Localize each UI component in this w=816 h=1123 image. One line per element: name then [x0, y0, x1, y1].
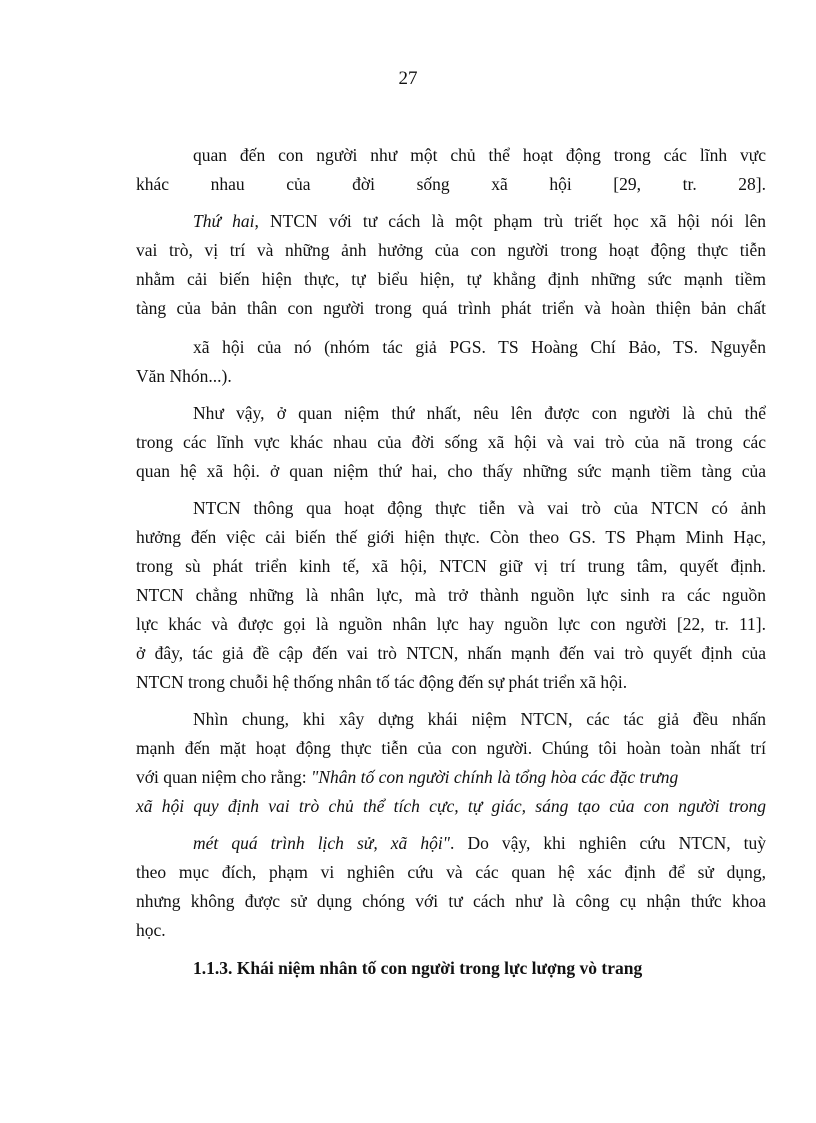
text-line [193, 832, 766, 854]
text-line: NTCN thông qua hoạt động thực tiễn và vai trò của NTCN có ảnh [193, 498, 766, 518]
text-line: Nhìn chung, khi xây dựng khái niệm NTCN, các tác giả đều nhấn [193, 709, 766, 729]
text-line: Văn Nhón...). [136, 366, 232, 386]
text-line: xã hội của nó (nhóm tác giả PGS. TS Hoàng Chí Bảo, TS. Nguyễn [193, 337, 766, 357]
text-line: Như vậy, ở quan niệm thứ nhất, nêu lên được con người là chủ thể [193, 403, 766, 423]
text-line: NTCN chẳng những là nhân lực, mà trở thành nguồn lực sinh ra các nguồn [136, 585, 766, 605]
text-span: với quan niệm cho rằng: [136, 767, 311, 787]
text-line: theo mục đích, phạm vi nghiên cứu và các quan hệ xác định để sử dụng, [136, 862, 766, 882]
text-line: tàng của bản thân con người trong quá trình phát triển và hoàn thiện bản chất [136, 298, 766, 318]
text-line: quan hệ xã hội. ở quan niệm thứ hai, cho thấy những sức mạnh tiềm tàng của [136, 461, 766, 481]
text-line: nhằm cải biến hiện thực, tự biểu hiện, tự khẳng định những sức mạnh tiềm [136, 269, 766, 289]
italic-quote: "Nhân tố con người chính là tổng hòa các đặc trưng [310, 767, 679, 787]
text-line: trong sù phát triển kinh tế, xã hội, NTCN giữ vị trí trung tâm, quyết định. [136, 556, 766, 576]
text-line: ở đây, tác giả đề cập đến vai trò NTCN, nhấn mạnh đến vai trò quyết định của [136, 643, 766, 663]
text-line: nhưng không được sử dụng chóng với tư cách như là công cụ nhận thức khoa [136, 891, 766, 911]
page-number: 27 [398, 68, 418, 89]
text-line [193, 210, 766, 232]
text-line: lực khác và được gọi là nguồn nhân lực hay nguồn lực con người [22, tr. 11]. [136, 614, 766, 634]
text-line: trong các lĩnh vực khác nhau của đời sống xã hội và vai trò của nã trong các [136, 432, 766, 452]
text-line: mạnh đến mặt hoạt động thực tiễn của con người. Chúng tôi hoàn toàn nhất trí [136, 738, 766, 758]
italic-quote: mét quá trình lịch sử, xã hội" [193, 833, 451, 853]
text-line [136, 766, 678, 788]
text-line: quan đến con người như một chủ thể hoạt động trong các lĩnh vực [193, 145, 766, 165]
text-line: khác nhau của đời sống xã hội [29, tr. 28]. [136, 174, 766, 194]
text-line: NTCN trong chuỗi hệ thống nhân tố tác động đến sự phát triển xã hội. [136, 672, 628, 692]
text-line: học. [136, 920, 166, 940]
text-line: vai trò, vị trí và những ảnh hưởng của con người trong hoạt động thực tiễn [136, 240, 766, 260]
text-span: , NTCN với tư cách là một phạm trù triết học xã hội nói lên [254, 211, 766, 231]
text-line: xã hội quy định vai trò chủ thể tích cực, tự giác, sáng tạo của con người trong [136, 796, 766, 816]
text-line: hưởng đến việc cải biến thế giới hiện thực. Còn theo GS. TS Phạm Minh Hạc, [136, 527, 766, 547]
text-span: . Do vậy, khi nghiên cứu NTCN, tuỳ [450, 833, 766, 853]
italic-phrase: Thứ hai [193, 211, 255, 231]
section-heading: 1.1.3. Khái niệm nhân tố con người trong lực lượng vò trang [193, 958, 643, 978]
